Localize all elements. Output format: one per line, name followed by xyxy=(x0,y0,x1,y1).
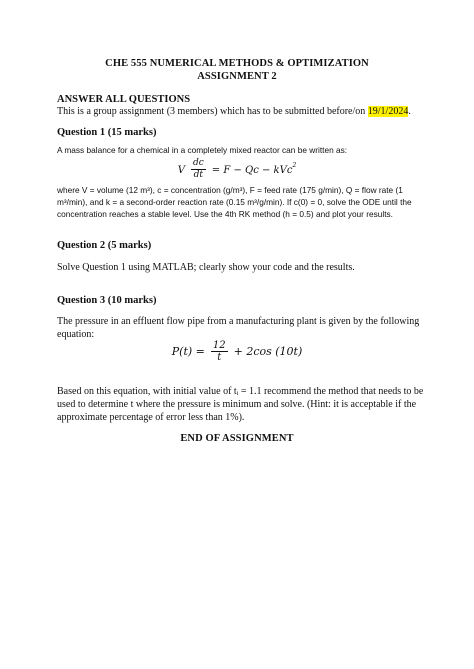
due-date-highlight: 19/1/2024 xyxy=(367,106,409,117)
intro-text: This is a group assignment (3 members) which has to be submitted before/on xyxy=(57,106,368,117)
mass-balance-equation xyxy=(0,158,474,181)
pressure-eq-fraction xyxy=(211,340,228,363)
pressure-eq-numerator: 12 xyxy=(212,340,226,351)
eq-derivative-denominator: dt xyxy=(193,170,204,180)
answer-all-heading: ANSWER ALL QUESTIONS xyxy=(57,94,191,105)
assignment-title: ASSIGNMENT 2 xyxy=(197,71,277,82)
question-1-heading: Question 1 (15 marks) xyxy=(57,127,157,138)
question-1-where-line-2: m³/min), and k = a second-order reaction rate (0.15 m³/g/min). If c(0) = 0, solve the ODE until the xyxy=(57,197,412,207)
question-1-intro: A mass balance for a chemical in a completely mixed reactor can be written as: xyxy=(57,145,348,155)
question-1-where-line-1: where V = volume (12 m³), c = concentration (g/m³), F = feed rate (175 g/min), Q = flow rate (1 xyxy=(57,185,403,195)
pressure-eq-rhs: + 2cos (10t) xyxy=(233,345,303,359)
question-3-after-line-3: approximate percentage of error less than 1%). xyxy=(57,412,245,423)
eq-rhs-exponent: 2 xyxy=(292,161,297,169)
question-3-heading: Question 3 (10 marks) xyxy=(57,295,157,306)
eq-derivative-numerator: dc xyxy=(192,158,204,168)
pressure-eq-lhs: P(t) = xyxy=(171,345,205,359)
eq-volume-symbol: V xyxy=(177,165,185,177)
question-3-line-2: equation: xyxy=(57,329,95,340)
question-2-text: Solve Question 1 using MATLAB; clearly show your code and the results. xyxy=(57,262,355,273)
intro-paragraph xyxy=(57,105,411,118)
end-of-assignment: END OF ASSIGNMENT xyxy=(180,433,294,444)
eq-derivative xyxy=(191,158,206,181)
question-2-heading: Question 2 (5 marks) xyxy=(57,240,152,251)
question-1-where-line-3: concentration reaches a stable level. Use the 4th RK method (h = 0.5) and plot your results. xyxy=(57,209,393,219)
course-title: CHE 555 NUMERICAL METHODS & OPTIMIZATION xyxy=(105,58,369,69)
eq-rhs: = F − Qc − kVc xyxy=(211,165,293,177)
question-3-line-1: The pressure in an effluent flow pipe from a manufacturing plant is given by the following xyxy=(57,316,420,327)
pressure-equation xyxy=(0,340,474,363)
intro-suffix: . xyxy=(408,106,411,117)
pressure-eq-denominator: t xyxy=(217,352,222,363)
question-3-after-line-1: Based on this equation, with initial value of tᵢ = 1.1 recommend the method that needs to be xyxy=(57,386,424,397)
question-3-after-line-2: used to determine t where the pressure is minimum and solve. (Hint: it is acceptable if the xyxy=(57,399,417,410)
